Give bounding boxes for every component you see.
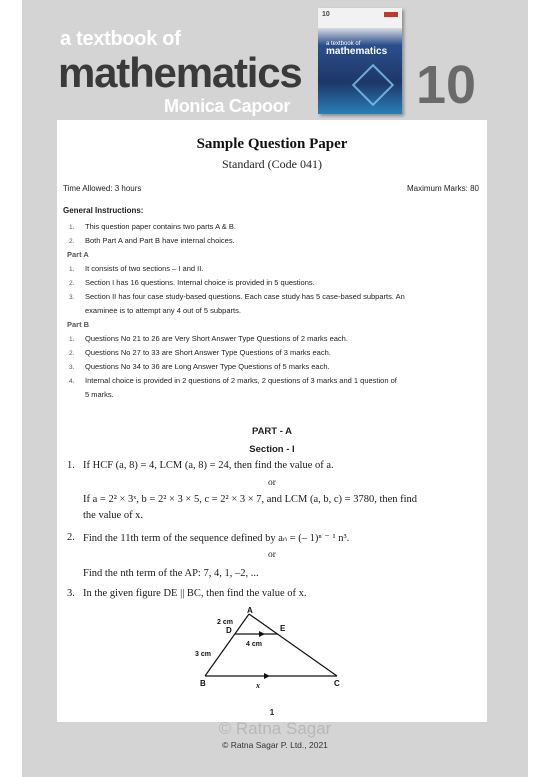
- question-number: 2.: [67, 532, 75, 543]
- instruction-number: 3.: [69, 294, 75, 301]
- publisher-logo-icon: [384, 12, 398, 17]
- instruction-item: [69, 278, 315, 287]
- instruction-item: [69, 376, 397, 385]
- side-ac: [249, 614, 337, 676]
- instruction-continuation: examinee is to attempt any 4 out of 5 subparts.: [85, 306, 241, 315]
- length-label-bc: x: [256, 681, 260, 690]
- instruction-item: [69, 334, 348, 343]
- cover-grade: 10: [322, 11, 330, 18]
- instruction-text: Internal choice is provided in 2 questions of 2 marks, 2 questions of 3 marks and 1 question of: [85, 376, 397, 385]
- instruction-number: 4.: [69, 378, 75, 385]
- question-alternative-text: Find the nth term of the AP: 7, 4, 1, –2, ...: [83, 568, 259, 579]
- cover-title-small: a textbook of: [326, 41, 361, 47]
- cover-title: [326, 41, 387, 57]
- instruction-number: 3.: [69, 364, 75, 371]
- parallel-arrow-icon: [259, 631, 265, 637]
- or-separator: or: [268, 478, 276, 488]
- general-instructions-heading: General Instructions:: [63, 206, 144, 215]
- parallel-arrow-icon: [264, 673, 270, 679]
- instruction-text: Questions No 21 to 26 are Very Short Answer Type Questions of 2 marks each.: [85, 334, 348, 343]
- instruction-item: [69, 348, 331, 357]
- geometric-cube-icon: [352, 64, 394, 106]
- book-cover-image: [318, 8, 402, 114]
- instruction-continuation: 5 marks.: [85, 390, 114, 399]
- length-label-de: 4 cm: [246, 641, 262, 648]
- instruction-number: 1.: [69, 224, 75, 231]
- instruction-item: [69, 292, 405, 301]
- question-alternative-text: the value of x.: [83, 510, 144, 521]
- section-heading: Section - I: [249, 444, 295, 455]
- cover-top-band: [318, 8, 402, 28]
- instruction-number: 2.: [69, 238, 75, 245]
- instruction-text: Section II has four case study-based questions. Each case study has 5 case-based subparts. An: [85, 292, 405, 301]
- instruction-item: [69, 362, 330, 371]
- instruction-text: Questions No 27 to 33 are Short Answer Type Questions of 3 marks each.: [85, 348, 331, 357]
- part-heading: PART - A: [251, 426, 293, 437]
- vertex-label-c: C: [334, 679, 340, 688]
- instruction-text: Both Part A and Part B have internal choices.: [85, 236, 235, 245]
- instruction-text: It consists of two sections – I and II.: [85, 264, 204, 273]
- question-number: 3.: [67, 588, 75, 599]
- vertex-label-d: D: [226, 626, 232, 635]
- brand-tagline: a textbook of: [60, 28, 181, 50]
- instruction-item: [69, 264, 203, 273]
- question-alternative-text: If a = 2² × 3ˣ, b = 2² × 3 × 5, c = 2² × 3 × 7, and LCM (a, b, c) = 3780, then find: [83, 494, 418, 505]
- cover-title-big: mathematics: [326, 46, 388, 57]
- watermark: © Ratna Sagar: [218, 719, 332, 738]
- paper-title: Sample Question Paper: [196, 136, 348, 152]
- question-paper-page: [57, 120, 487, 722]
- time-allowed: Time Allowed: 3 hours: [63, 184, 142, 193]
- instruction-number: 2.: [69, 280, 75, 287]
- length-label-db: 3 cm: [195, 651, 211, 658]
- question-text: If HCF (a, 8) = 4, LCM (a, 8) = 24, then find the value of a.: [83, 460, 334, 471]
- maximum-marks: Maximum Marks: 80: [406, 184, 479, 193]
- part-a-label: Part A: [67, 250, 89, 259]
- vertex-label-e: E: [280, 624, 286, 633]
- instruction-item: [69, 236, 235, 245]
- vertex-label-a: A: [247, 606, 253, 615]
- instruction-text: Section I has 16 questions. Internal choice is provided in 5 questions.: [85, 278, 315, 287]
- vertex-label-b: B: [200, 679, 206, 688]
- question-text: In the given figure DE || BC, then find the value of x.: [83, 588, 307, 599]
- question-text: Find the 11th term of the sequence defined by aₙ = (– 1)ⁿ ⁻ ¹ n³.: [83, 533, 350, 544]
- or-separator: or: [268, 550, 276, 560]
- triangle-figure: [195, 606, 347, 692]
- paper-subtitle: Standard (Code 041): [222, 157, 322, 171]
- instruction-number: 1.: [69, 266, 75, 273]
- question-number: 1.: [67, 460, 75, 471]
- instruction-text: This question paper contains two parts A & B.: [85, 222, 236, 231]
- page-number: 1: [269, 708, 275, 717]
- copyright-notice: © Ratna Sagar P. Ltd., 2021: [222, 740, 328, 750]
- instruction-text: Questions No 34 to 36 are Long Answer Type Questions of 5 marks each.: [85, 362, 330, 371]
- part-b-label: Part B: [67, 320, 90, 329]
- instruction-number: 1.: [69, 336, 75, 343]
- brand-author: Monica Capoor: [164, 96, 291, 116]
- instruction-number: 2.: [69, 350, 75, 357]
- brand-title: mathematics: [58, 49, 302, 96]
- instruction-item: [69, 222, 236, 231]
- grade-number: 10: [416, 55, 477, 115]
- length-label-ad: 2 cm: [217, 619, 233, 626]
